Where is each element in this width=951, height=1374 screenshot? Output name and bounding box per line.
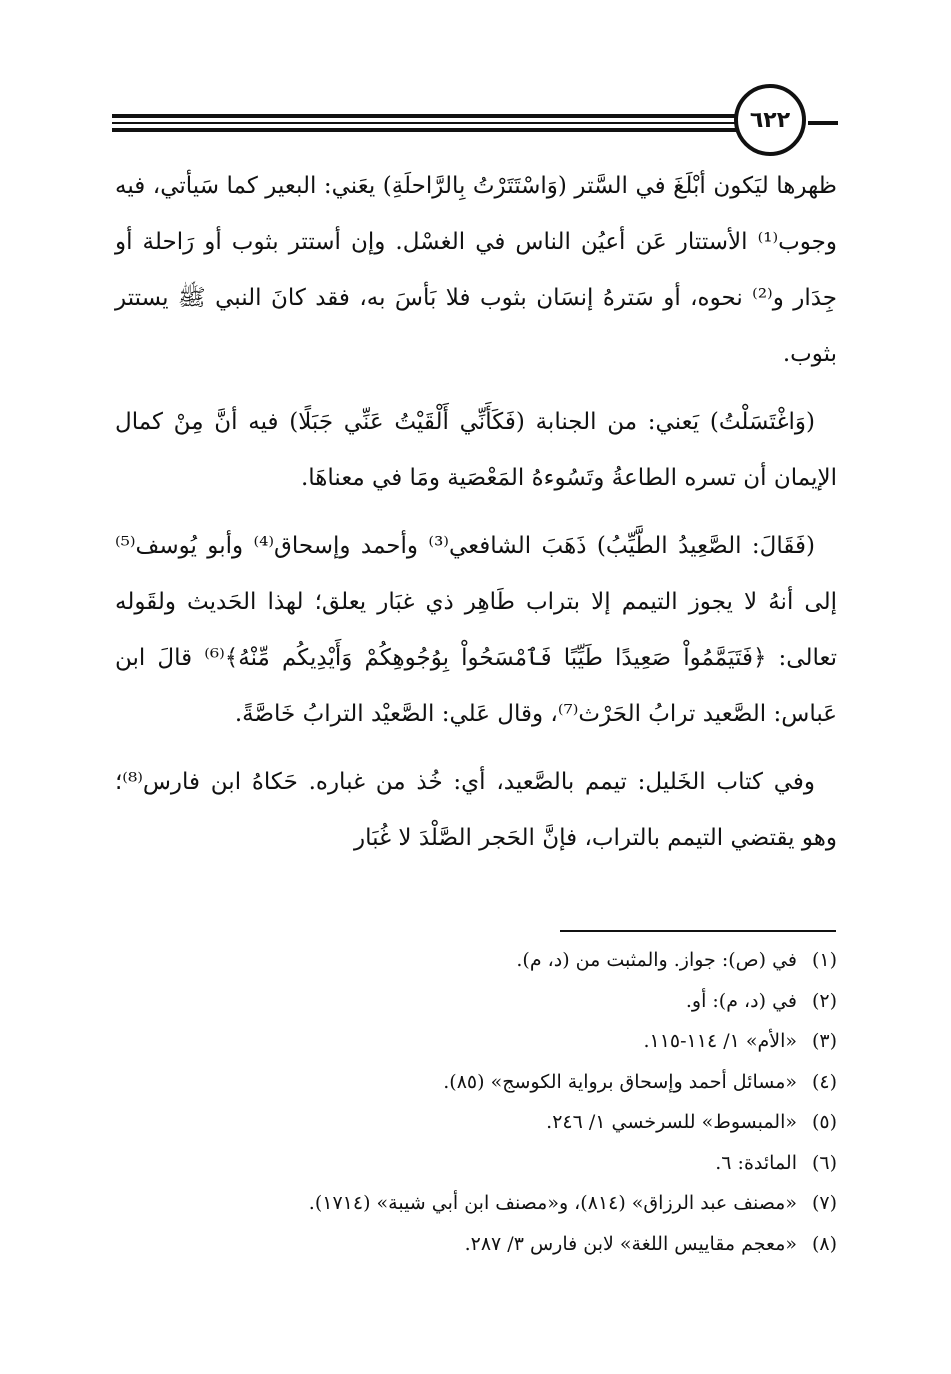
footnote	[115, 1021, 837, 1062]
footnote-number: (٤)	[811, 1070, 837, 1093]
footnote-text: «مصنف عبد الرزاق» (٨١٤)، و«مصنف ابن أبي شيبة» (١٧١٤).	[308, 1192, 797, 1214]
footnotes	[115, 940, 837, 1264]
footnote-separator	[560, 930, 836, 932]
footnote-number: (٦)	[811, 1151, 837, 1174]
footnote-text: في (د، م): أو.	[685, 989, 797, 1012]
header-rule-stub	[808, 121, 838, 125]
footnote	[115, 1102, 837, 1143]
footnote	[115, 1183, 837, 1224]
header-rule-middle	[112, 122, 762, 124]
footnote-number: (٢)	[811, 989, 837, 1012]
footnote-text: «المبسوط» للسرخسي ١/ ٢٤٦.	[546, 1111, 797, 1133]
footnote-number: (٣)	[811, 1030, 837, 1052]
footnote	[115, 1143, 837, 1184]
footnote-number: (٥)	[811, 1111, 837, 1133]
page-header	[112, 84, 838, 154]
paragraph: ظهرها ليَكون أبْلَغَ في السَّتر (وَاسْتَتَرْتُ بِالرَّاحلَةِ) يعَني: البعير كما سَيأتي، فيه وجوب⁽¹⁾ الأستتار عَن أعيُن الناس في الغسْل. وإن أستتر بثوب أو رَاحلة أو جِدَار و⁽²⁾ نحوه، أو سَترهُ إنسَان بثوب فلا بَأسَ به، فقد كانَ النبي ﷺ يستتر بثوب.	[115, 173, 838, 367]
footnote-text: «الأم» ١/ ١١٤-١١٥.	[643, 1030, 797, 1052]
footnote	[115, 1224, 837, 1265]
footnote-number: (٧)	[811, 1192, 837, 1214]
footnote-number: (٨)	[811, 1232, 837, 1255]
footnote-text: المائدة: ٦.	[715, 1151, 797, 1174]
footnote	[115, 940, 837, 981]
paragraph: (وَاغْتَسَلْتُ) يَعني: من الجنابة (فَكَأَنِّي أَلْقَيْتُ عَنِّي جَبَلًا) فيه أنَّ مِنْ كمال الإيمان أن تسره الطاعةُ وتَسُوءهُ المَعْصَية ومَا في معناهَا.	[115, 409, 837, 491]
paragraph: (فَقَالَ: الصَّعِيدُ الطَّيِّبُ) ذَهَبَ الشافعي⁽³⁾ وأحمد وإسحاق⁽⁴⁾ وأبو يُوسف⁽⁵⁾ إلى أنهُ لا يجوز التيمم إلا بتراب طَاهِر ذي غبَار يعلق؛ لهذا الحَديث ولقَوله تعالى: ﴿فَتَيَمَّمُواْ صَعِيدًا طَيِّبًا فَٱمْسَحُواْ بِوُجُوهِكُمْ وَأَيْدِيكُم مِّنْهُ﴾⁽⁶⁾ قالَ ابن عَباس: الصَّعيد ترابُ الحَرْث⁽⁷⁾، وقال عَلي: الصَّعيْد الترابُ خَاصَّةً.	[115, 533, 837, 727]
main-text	[115, 158, 837, 878]
header-rule-bottom	[112, 128, 762, 132]
footnote-text: في (ص): جواز. والمثبت من (د، م).	[516, 949, 797, 971]
footnote-text: «مسائل أحمد وإسحاق برواية الكوسج» (٨٥).	[443, 1070, 797, 1093]
footnote	[115, 981, 837, 1022]
header-rule-top	[112, 114, 762, 118]
page-number: ٦٢٢	[734, 84, 806, 156]
footnote	[115, 1062, 837, 1103]
paragraph: وفي كتاب الخَليل: تيمم بالصَّعيد، أي: خُذ من غباره. حَكاهُ ابن فارس⁽⁸⁾؛ وهو يقتضي التيمم بالتراب، فإنَّ الحَجر الصَّلْدَ لا غُبَار	[115, 769, 837, 851]
footnote-text: «معجم مقاييس اللغة» لابن فارس ٣/ ٢٨٧.	[464, 1232, 797, 1255]
footnote-number: (١)	[811, 949, 837, 971]
